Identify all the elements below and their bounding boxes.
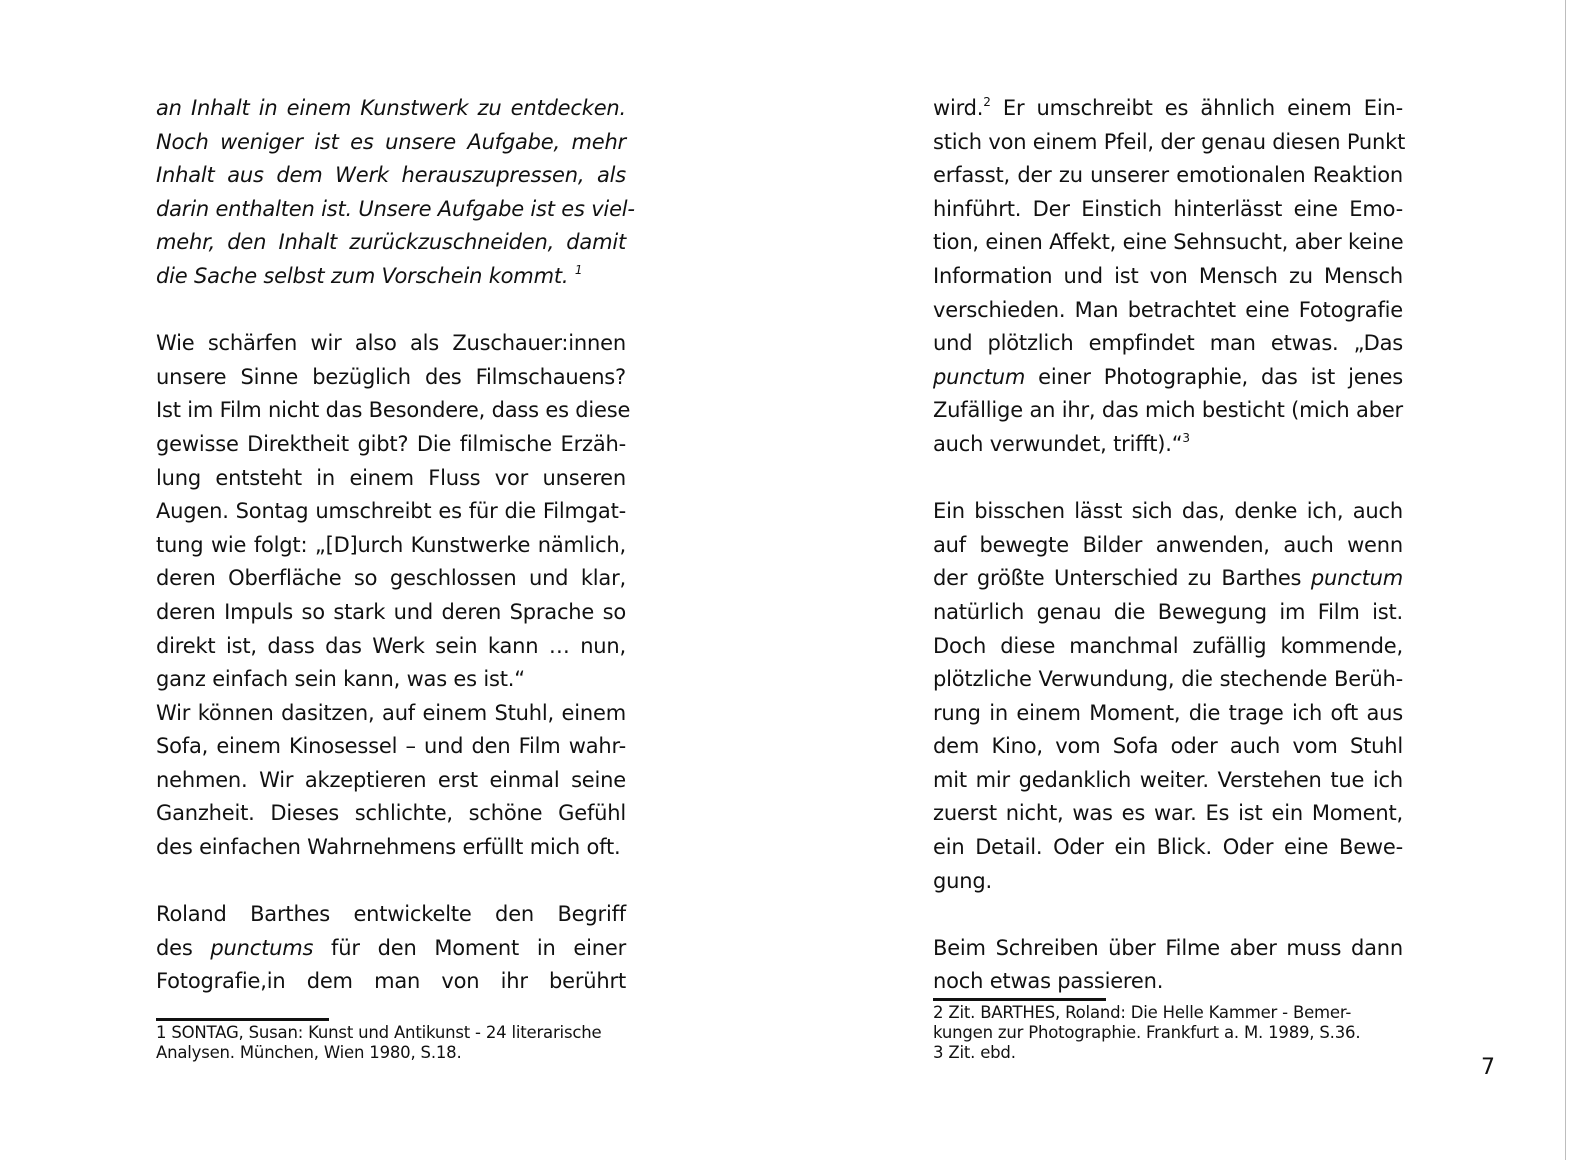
- text-line: [156, 932, 626, 966]
- text-line: Ganzheit. Dieses schlichte, schöne Gefühl: [156, 801, 626, 826]
- text-line: Information und ist von Mensch zu Mensch: [933, 263, 1403, 288]
- text-line: hinführt. Der Einstich hinterlässt eine Emo-: [933, 196, 1403, 221]
- footnote-marker: 2: [983, 95, 991, 109]
- text-line: darin enthalten ist. Unsere Aufgabe ist es viel-: [156, 196, 635, 221]
- text-line: [933, 428, 1403, 462]
- text-line: Sofa, einem Kinosessel – und den Film wahr-: [156, 734, 626, 759]
- left-column: [156, 92, 635, 999]
- text-line-content: einer Photographie, das ist jenes: [1025, 364, 1403, 389]
- text-line: [156, 260, 626, 294]
- footnote-rule: [933, 998, 1106, 1001]
- text-line-content: des: [156, 935, 211, 960]
- text-line: [933, 92, 1403, 126]
- text-line: tion, einen Affekt, eine Sehnsucht, aber keine: [933, 230, 1404, 255]
- page-edge-line: [1565, 0, 1566, 1160]
- text-line: Beim Schreiben über Filme aber muss dann: [933, 935, 1403, 960]
- text-line: Zufällige an ihr, das mich besticht (mich aber: [933, 398, 1403, 423]
- text-line: deren Impuls so stark und deren Sprache so: [156, 599, 626, 624]
- text-line: Inhalt aus dem Werk herauszupressen, als: [156, 163, 626, 188]
- text-line: des einfachen Wahrnehmens erfüllt mich oft.: [156, 835, 621, 860]
- text-line: mehr, den Inhalt zurückzuschneiden, damit: [156, 230, 626, 255]
- footnotes-right: [933, 1003, 1413, 1063]
- text-line: deren Oberfläche so geschlossen und klar,: [156, 566, 626, 591]
- right-column: [933, 92, 1406, 999]
- text-line: natürlich genau die Bewegung im Film ist.: [933, 599, 1403, 624]
- text-line-content: die Sache selbst zum Vorschein kommt.: [156, 263, 575, 288]
- text-line-content: auch verwundet, trifft).“: [933, 431, 1183, 456]
- text-line: Roland Barthes entwickelte den Begriff: [156, 902, 626, 927]
- text-line-content: der größte Unterschied zu Barthes: [933, 566, 1311, 591]
- text-line-content: für den Moment in einer: [313, 935, 626, 960]
- footnotes-left: [156, 1023, 636, 1063]
- text-line: unsere Sinne bezüglich des Filmschauens?: [156, 364, 626, 389]
- footnote-line: 1 SONTAG, Susan: Kunst und Antikunst - 24 literarische: [156, 1023, 602, 1042]
- text-line: Wie schärfen wir also als Zuschauer:innen: [156, 331, 626, 356]
- text-line: gewisse Direktheit gibt? Die filmische Erzäh-: [156, 431, 626, 456]
- page-number: 7: [1481, 1055, 1495, 1080]
- text-line: ein Detail. Oder ein Blick. Oder eine Bewe-: [933, 835, 1403, 860]
- text-line: zuerst nicht, was es war. Es ist ein Moment,: [933, 801, 1403, 826]
- text-line: Augen. Sontag umschreibt es für die Filmgat-: [156, 499, 626, 524]
- text-line: Noch weniger ist es unsere Aufgabe, mehr: [156, 129, 626, 154]
- emphasis-term: punctums: [210, 935, 314, 960]
- text-line: stich von einem Pfeil, der genau diesen Punkt: [933, 129, 1406, 154]
- footnote-marker: 1: [574, 262, 583, 277]
- paragraph-gap: [933, 898, 1403, 932]
- text-line: Ein bisschen lässt sich das, denke ich, auch: [933, 499, 1403, 524]
- text-line: rung in einem Moment, die trage ich oft aus: [933, 700, 1403, 725]
- footnote-line: 3 Zit. ebd.: [933, 1043, 1016, 1062]
- text-line: nehmen. Wir akzeptieren erst einmal seine: [156, 767, 626, 792]
- text-line: mit mir gedanklich weiter. Verstehen tue ich: [933, 767, 1403, 792]
- paragraph-gap: [933, 462, 1403, 496]
- text-line: ganz einfach sein kann, was es ist.“: [156, 667, 525, 692]
- text-line: und plötzlich empfindet man etwas. „Das: [933, 331, 1403, 356]
- emphasis-term: punctum: [1310, 566, 1403, 591]
- text-line: noch etwas passieren.: [933, 969, 1164, 994]
- text-line-content: Er umschreibt es ähnlich einem Ein-: [990, 96, 1403, 120]
- text-line: Ist im Film nicht das Besondere, dass es diese: [156, 398, 631, 423]
- footnote-rule: [156, 1018, 329, 1021]
- text-line: erfasst, der zu unserer emotionalen Reaktion: [933, 163, 1403, 188]
- text-line: an Inhalt in einem Kunstwerk zu entdecken.: [156, 96, 626, 120]
- text-line: [933, 562, 1403, 596]
- text-line: [933, 361, 1403, 395]
- text-line: dem Kino, vom Sofa oder auch vom Stuhl: [933, 734, 1403, 759]
- footnote-line: 2 Zit. BARTHES, Roland: Die Helle Kammer - Bemer-: [933, 1003, 1352, 1022]
- text-line: auf bewegte Bilder anwenden, auch wenn: [933, 532, 1403, 557]
- text-line: Fotografie,in dem man von ihr berührt: [156, 969, 626, 994]
- text-line: tung wie folgt: „[D]urch Kunstwerke nämlich,: [156, 532, 626, 557]
- text-line: lung entsteht in einem Fluss vor unseren: [156, 465, 626, 490]
- text-line: direkt ist, dass das Werk sein kann … nun,: [156, 633, 626, 658]
- text-line-content: wird.: [933, 96, 984, 120]
- footnote-line: kungen zur Photographie. Frankfurt a. M. 1989, S.36.: [933, 1023, 1361, 1042]
- text-line: Wir können dasitzen, auf einem Stuhl, einem: [156, 700, 626, 725]
- paragraph-gap: [156, 294, 626, 328]
- text-line: verschieden. Man betrachtet eine Fotografie: [933, 297, 1403, 322]
- text-line: Doch diese manchmal zufällig kommende,: [933, 633, 1403, 658]
- paragraph-gap: [156, 865, 626, 899]
- footnote-line: Analysen. München, Wien 1980, S.18.: [156, 1043, 462, 1062]
- text-line: gung.: [933, 868, 992, 893]
- emphasis-term: punctum: [933, 364, 1026, 389]
- text-line: plötzliche Verwundung, die stechende Berüh-: [933, 667, 1403, 692]
- footnote-marker: 3: [1182, 430, 1190, 445]
